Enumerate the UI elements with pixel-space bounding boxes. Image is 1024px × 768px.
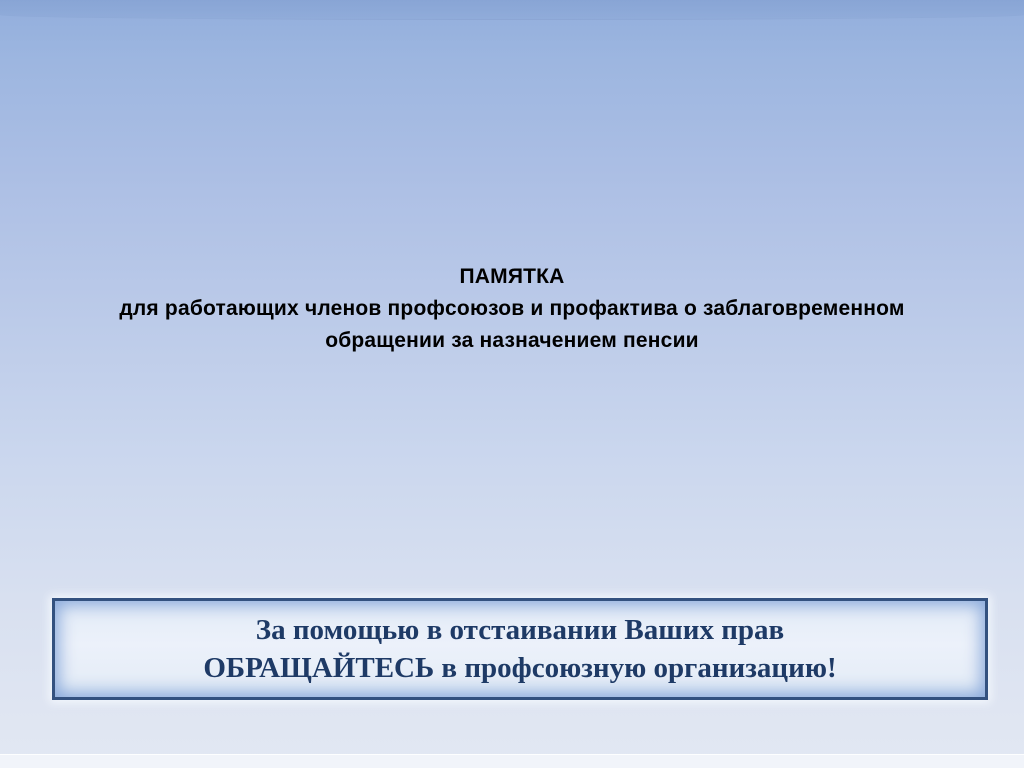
callout-box xyxy=(52,598,988,700)
slide-title xyxy=(0,261,1024,357)
title-subtitle-line-1: для работающих членов профсоюзов и профактива о заблаговременном xyxy=(119,297,905,320)
top-decor-band xyxy=(0,0,1024,20)
callout-line-1: За помощью в отстаивании Ваших прав xyxy=(255,614,785,646)
callout-line-2: ОБРАЩАЙТЕСЬ в профсоюзную организацию! xyxy=(203,652,837,684)
title-subtitle-line-2: обращении за назначением пенсии xyxy=(325,329,699,352)
bottom-decor-band xyxy=(0,754,1024,768)
title-heading: ПАМЯТКА xyxy=(459,265,565,288)
